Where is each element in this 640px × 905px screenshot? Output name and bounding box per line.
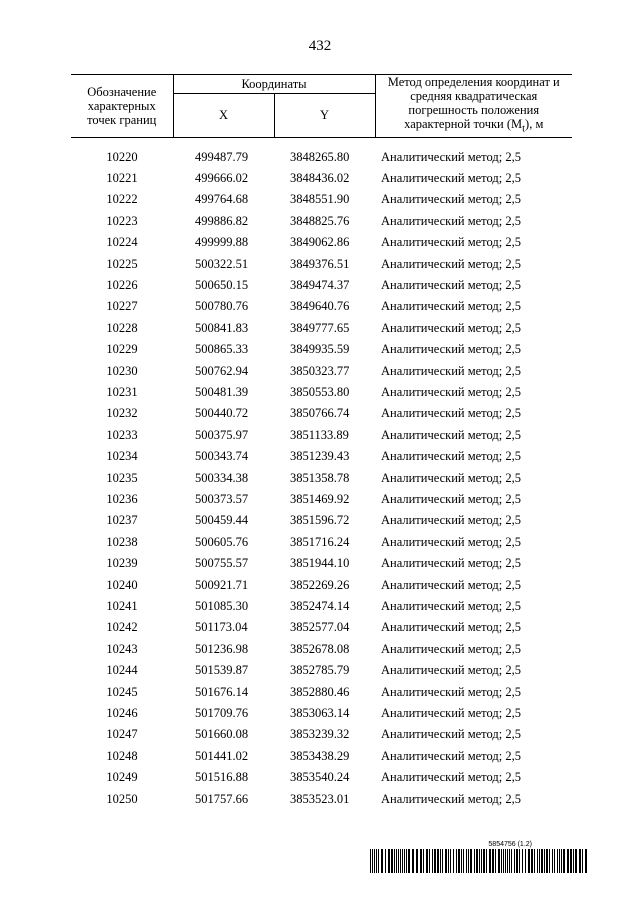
y-coordinate-cell: 3849474.37: [290, 277, 350, 292]
table-row: [71, 275, 572, 296]
table-row: [71, 489, 572, 510]
table-row: [71, 682, 572, 703]
x-coordinate-cell: 500841.83: [195, 320, 249, 335]
point-id-cell: 10249: [106, 770, 138, 785]
point-id-cell: 10243: [106, 641, 138, 656]
method-cell: Аналитический метод; 2,5: [381, 363, 521, 378]
y-coordinate-cell: 3849777.65: [290, 320, 350, 335]
x-coordinate-cell: 501709.76: [195, 706, 249, 721]
table-row: [71, 296, 572, 317]
method-cell: Аналитический метод; 2,5: [381, 748, 521, 763]
table-row: [71, 168, 572, 189]
y-coordinate-cell: 3852785.79: [290, 663, 350, 678]
method-cell: Аналитический метод; 2,5: [381, 577, 521, 592]
x-coordinate-cell: 500650.15: [195, 277, 249, 292]
method-cell: Аналитический метод; 2,5: [381, 192, 521, 207]
table-row: [71, 596, 572, 617]
y-coordinate-cell: 3850323.77: [290, 363, 350, 378]
table-row: [71, 232, 572, 253]
method-cell: Аналитический метод; 2,5: [381, 791, 521, 806]
x-coordinate-cell: 501441.02: [195, 748, 249, 763]
table-row: [71, 254, 572, 275]
y-coordinate-cell: 3849640.76: [290, 299, 350, 314]
point-id-cell: 10222: [106, 192, 138, 207]
point-id-cell: 10228: [106, 320, 138, 335]
point-id-cell: 10248: [106, 748, 138, 763]
y-coordinate-cell: 3848436.02: [290, 170, 350, 185]
table-row: [71, 639, 572, 660]
y-coordinate-cell: 3849935.59: [290, 342, 350, 357]
y-coordinate-cell: 3852678.08: [290, 641, 350, 656]
method-cell: Аналитический метод; 2,5: [381, 299, 521, 314]
method-cell: Аналитический метод; 2,5: [381, 556, 521, 571]
point-id-cell: 10221: [106, 170, 138, 185]
point-id-cell: 10223: [106, 213, 138, 228]
point-id-cell: 10237: [106, 513, 138, 528]
point-id-cell: 10250: [106, 791, 138, 806]
table-row: [71, 318, 572, 339]
point-id-cell: 10245: [106, 684, 138, 699]
method-cell: Аналитический метод; 2,5: [381, 770, 521, 785]
x-coordinate-cell: 500481.39: [195, 384, 249, 399]
x-coordinate-cell: 501085.30: [195, 599, 249, 614]
x-coordinate-cell: 500322.51: [195, 256, 249, 271]
table-row: [71, 575, 572, 596]
point-id-cell: 10238: [106, 534, 138, 549]
table-row: [71, 660, 572, 681]
x-coordinate-cell: 501173.04: [195, 620, 248, 635]
page-number: 432: [308, 38, 332, 54]
point-id-cell: 10229: [106, 342, 138, 357]
y-coordinate-cell: 3851239.43: [290, 449, 350, 464]
x-coordinate-cell: 501660.08: [195, 727, 249, 742]
point-id-cell: 10227: [106, 299, 138, 314]
point-id-cell: 10242: [106, 620, 138, 635]
table-row: [71, 703, 572, 724]
table-row: [71, 147, 572, 168]
y-coordinate-cell: 3849376.51: [290, 256, 350, 271]
method-cell: Аналитический метод; 2,5: [381, 384, 521, 399]
table-row: [71, 767, 572, 788]
method-header-tail: ), м: [525, 117, 544, 131]
point-id-cell: 10232: [106, 406, 138, 421]
point-id-cell: 10225: [106, 256, 138, 271]
method-cell: Аналитический метод; 2,5: [381, 449, 521, 464]
table-row: [71, 446, 572, 467]
table-row: [71, 724, 572, 745]
barcode-image: [370, 849, 592, 873]
y-coordinate-cell: 3853063.14: [290, 706, 350, 721]
method-header-subscript: t: [522, 123, 526, 135]
point-id-cell: 10231: [106, 384, 138, 399]
y-coordinate-cell: 3850766.74: [290, 406, 350, 421]
x-coordinate-cell: 500334.38: [195, 470, 249, 485]
method-cell: Аналитический метод; 2,5: [381, 256, 521, 271]
method-cell: Аналитический метод; 2,5: [381, 149, 521, 164]
y-coordinate-cell: 3852474.14: [290, 599, 350, 614]
table-row: [71, 361, 572, 382]
x-coordinate-cell: 501539.87: [195, 663, 249, 678]
y-coordinate-cell: 3853239.32: [290, 727, 350, 742]
y-coordinate-cell: 3853438.29: [290, 748, 350, 763]
table-row: [71, 553, 572, 574]
method-cell: Аналитический метод; 2,5: [381, 470, 521, 485]
point-id-cell: 10244: [106, 663, 138, 678]
table-row: [71, 425, 572, 446]
table-row: [71, 746, 572, 767]
method-header: [375, 75, 572, 138]
method-cell: Аналитический метод; 2,5: [381, 534, 521, 549]
y-coordinate-cell: 3850553.80: [290, 384, 350, 399]
method-cell: Аналитический метод; 2,5: [381, 235, 521, 250]
x-coordinate-cell: 499666.02: [195, 170, 249, 185]
point-id-cell: 10233: [106, 427, 138, 442]
x-coordinate-cell: 500440.72: [195, 406, 249, 421]
x-coordinate-cell: 499999.88: [195, 235, 249, 250]
x-coordinate-cell: 501676.14: [195, 684, 249, 699]
y-coordinate-cell: 3851358.78: [290, 470, 350, 485]
y-coordinate-cell: 3851944.10: [290, 556, 350, 571]
table-row: [71, 382, 572, 403]
y-coordinate-cell: 3849062.86: [290, 235, 350, 250]
coordinates-table: [71, 74, 572, 810]
x-coordinate-cell: 500865.33: [195, 342, 249, 357]
x-coordinate-cell: 499886.82: [195, 213, 249, 228]
table-row: [71, 532, 572, 553]
table-row: [71, 510, 572, 531]
method-cell: Аналитический метод; 2,5: [381, 277, 521, 292]
x-coordinate-cell: 501516.88: [195, 770, 249, 785]
table-row: [71, 403, 572, 424]
method-cell: Аналитический метод; 2,5: [381, 427, 521, 442]
x-coordinate-cell: 500459.44: [195, 513, 249, 528]
point-id-cell: 10236: [106, 492, 138, 506]
y-coordinate-cell: 3851596.72: [290, 513, 350, 528]
point-id-cell: 10235: [106, 470, 138, 485]
point-id-cell: 10220: [106, 149, 138, 164]
x-coordinate-cell: 500780.76: [195, 299, 249, 314]
x-coordinate-cell: 501236.98: [195, 641, 249, 656]
y-coordinate-cell: 3852577.04: [290, 620, 350, 635]
x-coordinate-cell: 501757.66: [195, 791, 249, 806]
y-coordinate-cell: 3848265.80: [290, 149, 350, 164]
x-coordinate-cell: 500605.76: [195, 534, 249, 549]
method-cell: Аналитический метод; 2,5: [381, 342, 521, 357]
x-coordinate-cell: 499487.79: [195, 149, 249, 164]
point-id-cell: 10240: [106, 577, 138, 592]
point-id-cell: 10234: [106, 449, 138, 464]
table-body: [71, 137, 572, 810]
method-cell: Аналитический метод; 2,5: [381, 727, 521, 742]
table-row: [71, 468, 572, 489]
method-cell: Аналитический метод; 2,5: [381, 213, 521, 228]
y-coordinate-cell: 3852880.46: [290, 684, 350, 699]
method-cell: Аналитический метод; 2,5: [381, 320, 521, 335]
y-coordinate-cell: 3848825.76: [290, 213, 350, 228]
point-id-cell: 10239: [106, 556, 138, 571]
point-designation-header: Обозначение характерных точек границ: [71, 75, 173, 138]
y-coordinate-cell: 3853523.01: [290, 791, 350, 806]
x-coordinate-cell: 500375.97: [195, 427, 249, 442]
y-coordinate-cell: 3851133.89: [290, 427, 349, 442]
table-header: [71, 75, 572, 138]
y-coordinate-cell: 3848551.90: [290, 192, 350, 207]
point-id-cell: 10224: [106, 235, 138, 250]
barcode-block: [370, 840, 592, 873]
y-coordinate-cell: 3851469.92: [290, 492, 350, 506]
x-coordinate-cell: 500921.71: [195, 577, 249, 592]
point-id-cell: 10226: [106, 277, 138, 292]
table-row: [71, 211, 572, 232]
method-cell: Аналитический метод; 2,5: [381, 492, 521, 506]
x-coordinate-cell: 499764.68: [195, 192, 249, 207]
method-cell: Аналитический метод; 2,5: [381, 406, 521, 421]
method-cell: Аналитический метод; 2,5: [381, 513, 521, 528]
method-cell: Аналитический метод; 2,5: [381, 641, 521, 656]
x-coordinate-cell: 500762.94: [195, 363, 249, 378]
point-id-cell: 10246: [106, 706, 138, 721]
y-coordinate-cell: 3853540.24: [290, 770, 350, 785]
coordinates-header: Координаты: [173, 75, 375, 94]
barcode-label: 5854756 (1.2): [488, 841, 532, 848]
table-row: [71, 189, 572, 210]
method-header-text: Метод определения координат и средняя квадратическая погрешность положения характерной точки (M: [387, 75, 560, 131]
method-cell: Аналитический метод; 2,5: [381, 599, 521, 614]
y-column-header: Y: [274, 94, 375, 137]
method-cell: Аналитический метод; 2,5: [381, 706, 521, 721]
x-coordinate-cell: 500373.57: [195, 492, 249, 506]
y-coordinate-cell: 3852269.26: [290, 577, 350, 592]
y-coordinate-cell: 3851716.24: [290, 534, 350, 549]
point-id-cell: 10230: [106, 363, 138, 378]
point-id-cell: 10247: [106, 727, 138, 742]
method-cell: Аналитический метод; 2,5: [381, 620, 521, 635]
table-row: [71, 789, 572, 810]
x-coordinate-cell: 500755.57: [195, 556, 249, 571]
method-cell: Аналитический метод; 2,5: [381, 684, 521, 699]
table-row: [71, 617, 572, 638]
method-cell: Аналитический метод; 2,5: [381, 170, 521, 185]
x-coordinate-cell: 500343.74: [195, 449, 249, 464]
method-cell: Аналитический метод; 2,5: [381, 663, 521, 678]
x-column-header: X: [173, 94, 274, 137]
point-id-cell: 10241: [106, 599, 138, 614]
table-row: [71, 339, 572, 360]
